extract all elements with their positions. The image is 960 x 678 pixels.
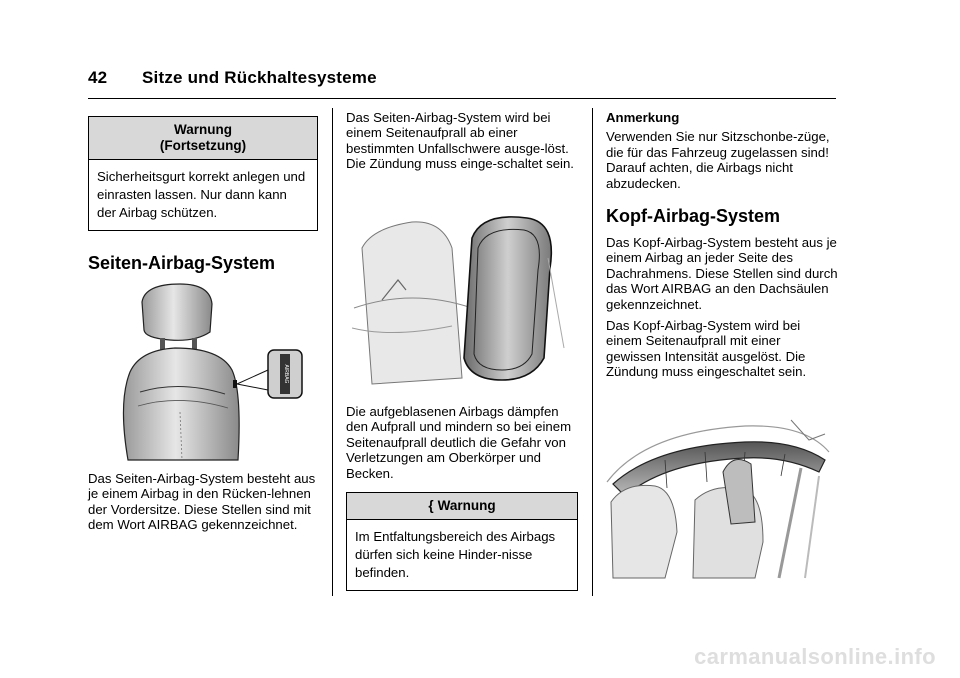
section-title-side-airbag: Seiten-Airbag-System bbox=[88, 253, 276, 273]
side-airbag-paragraph: Das Seiten-Airbag-System besteht aus je einem Airbag in den Rücken-lehnen der Vordersitze. Diese Stellen sind mit dem Wort AIRBAG gekennzeichnet. bbox=[88, 471, 316, 533]
side-airbag-trigger-paragraph: Das Seiten-Airbag-System wird bei einem Seitenaufprall ab einer bestimmten Unfallschwere ausge-löst. Die Zündung muss einge-schaltet sein. bbox=[346, 110, 574, 172]
page-title: Sitze und Rückhaltesysteme bbox=[142, 68, 377, 87]
warning-title-line1: Warnung bbox=[174, 122, 232, 137]
curtain-airbag-paragraph-2: Das Kopf-Airbag-System wird bei einem Seitenaufprall mit einer gewissen Intensität ausgelöst. Die Zündung muss eingeschaltet sein. bbox=[606, 318, 807, 380]
column-3 bbox=[606, 110, 838, 386]
warning-continued-box bbox=[88, 116, 318, 231]
note-body: Verwenden Sie nur Sitzschonbe-züge, die für das Fahrzeug zugelassen sind! Darauf achten, die Airbags nicht abzudecken. bbox=[606, 129, 830, 191]
warning-body: Im Entfaltungsbereich des Airbags dürfen sich keine Hinder-nisse befinden. bbox=[355, 529, 556, 580]
column-divider-2 bbox=[592, 108, 593, 596]
curtain-airbag-illustration bbox=[605, 412, 837, 580]
note-title: Anmerkung bbox=[606, 110, 680, 125]
warning-title bbox=[347, 493, 577, 520]
warning-title-text: Warnung bbox=[437, 498, 496, 513]
section-title-curtain-airbag: Kopf-Airbag-System bbox=[606, 206, 781, 227]
warning-body: Sicherheitsgurt korrekt anlegen und einrasten lassen. Nur dann kann der Airbag schützen. bbox=[97, 169, 306, 220]
warning-title-line2: (Fortsetzung) bbox=[159, 138, 247, 153]
page-number: 42 bbox=[88, 68, 108, 87]
curtain-airbag-paragraph-1: Das Kopf-Airbag-System besteht aus je einem Airbag an jeder Seite des Dachrahmens. Diese Stellen sind durch das Wort AIRBAG an den Dachsäulen gekennzeichnet. bbox=[606, 235, 838, 312]
column-2-middle bbox=[346, 404, 580, 487]
header-rule bbox=[88, 98, 836, 99]
inflated-airbag-paragraph: Die aufgeblasenen Airbags dämpfen den Aufprall und mindern so bei einem Seitenaufprall deutlich die Gefahr von Verletzungen am Oberkörper und Becken. bbox=[346, 404, 572, 481]
column-1-text bbox=[88, 471, 320, 539]
seat-airbag-illustration bbox=[100, 282, 310, 462]
warning-title bbox=[89, 117, 317, 160]
inflated-side-airbag-illustration bbox=[352, 208, 580, 390]
airbag-label: AIRBAG bbox=[283, 364, 289, 384]
watermark: carmanualsonline.info bbox=[694, 644, 936, 669]
column-1 bbox=[88, 116, 318, 274]
column-2-top bbox=[346, 110, 580, 178]
column-divider-1 bbox=[332, 108, 333, 596]
warning-box bbox=[346, 492, 578, 591]
page-header bbox=[88, 68, 377, 88]
column-2-warning bbox=[346, 492, 578, 591]
warning-symbol-icon: { bbox=[428, 498, 434, 513]
